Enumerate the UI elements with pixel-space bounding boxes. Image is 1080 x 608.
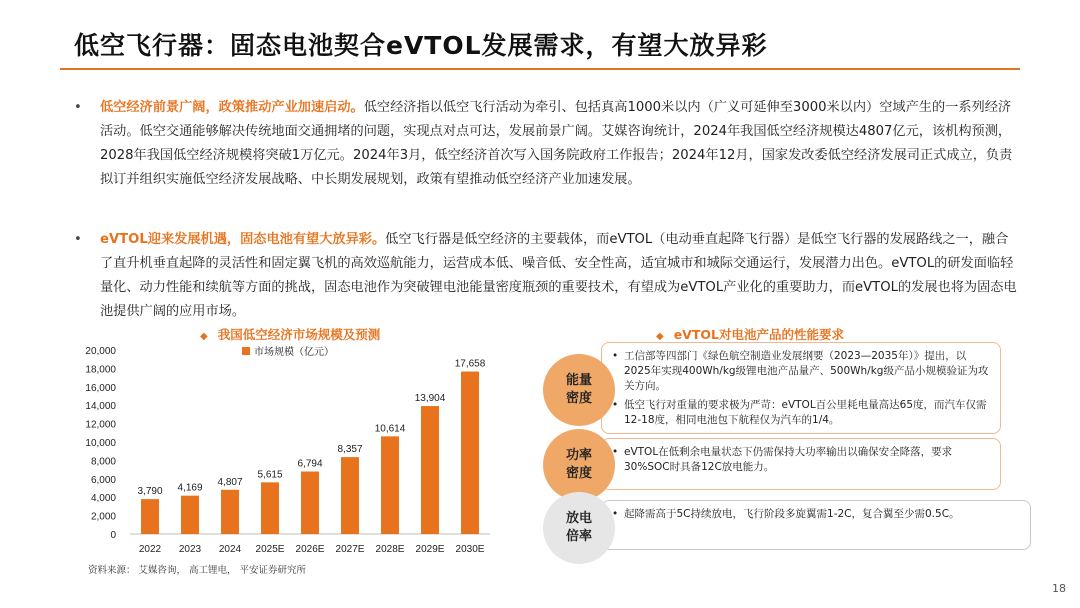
- bullet-body: 低空经济指以低空飞行活动为牵引、包括真高1000米以内（广义可延伸至3000米以内）空域产生的一系列经济活动。低空交通能够解决传统地面交通拥堵的问题，实现点对点可达，发展前景广阔。艾媒咨询统计，2024年我国低空经济规模达4807亿元，该机构预测，2028年我国低空经济规模将突破1万亿元。2024年3月，低空经济首次写入国务院政府工作报告；2024年12月，国家发改委低空经济发展司正式成立，负责拟订并组织实施低空经济发展战略、中长期发展规划，政策有望推动低空经济产业加速发展。: [100, 100, 1013, 187]
- bullet-dot-icon: •: [74, 232, 82, 247]
- requirement-label-circle: [543, 429, 615, 501]
- y-tick-label: 4,000: [90, 493, 116, 505]
- requirement-discharge-rate: [543, 498, 1003, 556]
- bullet-paragraph: [60, 228, 1020, 328]
- page-number: 18: [1052, 582, 1066, 595]
- bullet-lead: eVTOL迎来发展机遇，固态电池有望大放异彩。: [100, 232, 386, 247]
- bar-data-label: 10,614: [374, 423, 406, 435]
- requirement-box: [601, 342, 1001, 434]
- bar: [381, 436, 399, 534]
- chart-section-title-text: 我国低空经济市场规模及预测: [217, 327, 381, 342]
- requirement-label-circle: [543, 492, 615, 564]
- requirement-energy-density: [543, 342, 1003, 434]
- y-tick-label: 2,000: [90, 511, 116, 523]
- bar: [421, 406, 439, 534]
- bar: [221, 490, 239, 534]
- requirement-label-line: 倍率: [565, 529, 592, 544]
- y-tick-label: 20,000: [85, 346, 116, 357]
- requirement-box: [601, 500, 1031, 550]
- y-tick-label: 12,000: [85, 419, 116, 431]
- bar-data-label: 13,904: [414, 393, 446, 405]
- bar-data-label: 17,658: [454, 358, 486, 370]
- page-title: 低空飞行器：固态电池契合eVTOL发展需求，有望大放异彩: [74, 31, 768, 60]
- requirement-label-line: 功率: [565, 448, 592, 463]
- bar-data-label: 4,807: [217, 476, 243, 488]
- bullet-text: [100, 96, 1020, 192]
- requirements-section-title-text: eVTOL对电池产品的性能要求: [673, 327, 844, 342]
- requirement-label-line: 密度: [565, 391, 592, 406]
- bar: [301, 471, 319, 534]
- bar: [181, 496, 199, 534]
- requirements-section-title: [656, 325, 844, 343]
- bar: [461, 372, 479, 534]
- x-tick-label: 2025E: [255, 544, 285, 555]
- x-tick-label: 2024: [218, 544, 242, 555]
- bullet-body: 低空飞行器是低空经济的主要载体，而eVTOL（电动垂直起降飞行器）是低空飞行器的发展路线之一，融合了直升机垂直起降的灵活性和固定翼飞机的高效巡航能力，运营成本低、噪音低、安全性高，适宜城市和城际交通运行，发展潜力出色。eVTOL的研发面临轻量化、动力性能和续航等方面的挑战，固态电池作为突破锂电池能量密度瓶颈的重要技术，有望成为eVTOL产业化的重要助力，而eVTOL的发展也将为固态电池提供广阔的应用市场。: [100, 232, 1017, 319]
- bullet-dot-icon: •: [74, 100, 82, 115]
- bar-data-label: 6,794: [297, 458, 323, 470]
- y-tick-label: 16,000: [85, 382, 116, 394]
- requirement-label-circle: [543, 354, 615, 426]
- requirement-label-line: 放电: [565, 511, 592, 526]
- requirement-item: • 工信部等四部门《绿色航空制造业发展纲要（2023—2035年）》提出，以2025年实现400Wh/kg级锂电池产品量产、500Wh/kg级产品小规模验证为攻关方向。: [624, 349, 990, 394]
- requirement-label-line: 能量: [565, 373, 592, 388]
- requirement-box: [601, 438, 1001, 490]
- diamond-icon: ◆: [656, 331, 664, 342]
- requirement-item: • 低空飞行对重量的要求极为严苛：eVTOL百公里耗电量高达65度，而汽车仅需12-18度，相同电池包下航程仅为汽车的1/4。: [624, 398, 990, 428]
- legend-swatch: [242, 347, 250, 355]
- x-tick-label: 2028E: [375, 544, 405, 555]
- requirement-item: • eVTOL在低剩余电量状态下仍需保持大功率输出以确保安全降落，要求30%SOC时具备12C放电能力。: [624, 445, 990, 475]
- x-tick-label: 2022: [138, 544, 162, 555]
- bullet-lead: 低空经济前景广阔，政策推动产业加速启动。: [100, 100, 364, 115]
- y-tick-label: 10,000: [85, 438, 116, 449]
- bar-data-label: 8,357: [337, 444, 363, 456]
- bar-data-label: 3,790: [137, 486, 163, 498]
- x-tick-label: 2027E: [335, 544, 365, 555]
- y-tick-label: 6,000: [90, 474, 116, 486]
- title-divider: [60, 68, 1020, 70]
- requirement-label-line: 密度: [565, 466, 592, 481]
- y-tick-label: 0: [110, 530, 116, 541]
- bar: [141, 499, 159, 534]
- bar: [341, 457, 359, 534]
- x-tick-label: 2026E: [295, 544, 325, 555]
- y-tick-label: 18,000: [85, 364, 116, 376]
- bar: [261, 482, 279, 534]
- requirement-item: • 起降需高于5C持续放电，飞行阶段多旋翼需1-2C，复合翼至少需0.5C。: [624, 507, 1020, 522]
- market-size-bar-chart: [60, 340, 500, 565]
- legend-label: 市场规模（亿元）: [254, 347, 334, 358]
- x-tick-label: 2023: [178, 544, 202, 555]
- x-tick-label: 2030E: [455, 544, 485, 555]
- requirement-power-density: [543, 436, 1003, 494]
- bar-data-label: 4,169: [177, 482, 203, 494]
- bar-data-label: 5,615: [257, 469, 283, 481]
- bullet-text: [100, 228, 1020, 324]
- y-tick-label: 14,000: [85, 401, 116, 413]
- x-tick-label: 2029E: [415, 544, 445, 555]
- source-note: 资料来源： 艾媒咨询， 高工锂电， 平安证券研究所: [88, 565, 307, 576]
- y-tick-label: 8,000: [90, 456, 116, 468]
- diamond-icon: ◆: [200, 331, 208, 342]
- bullet-paragraph: [60, 96, 1020, 216]
